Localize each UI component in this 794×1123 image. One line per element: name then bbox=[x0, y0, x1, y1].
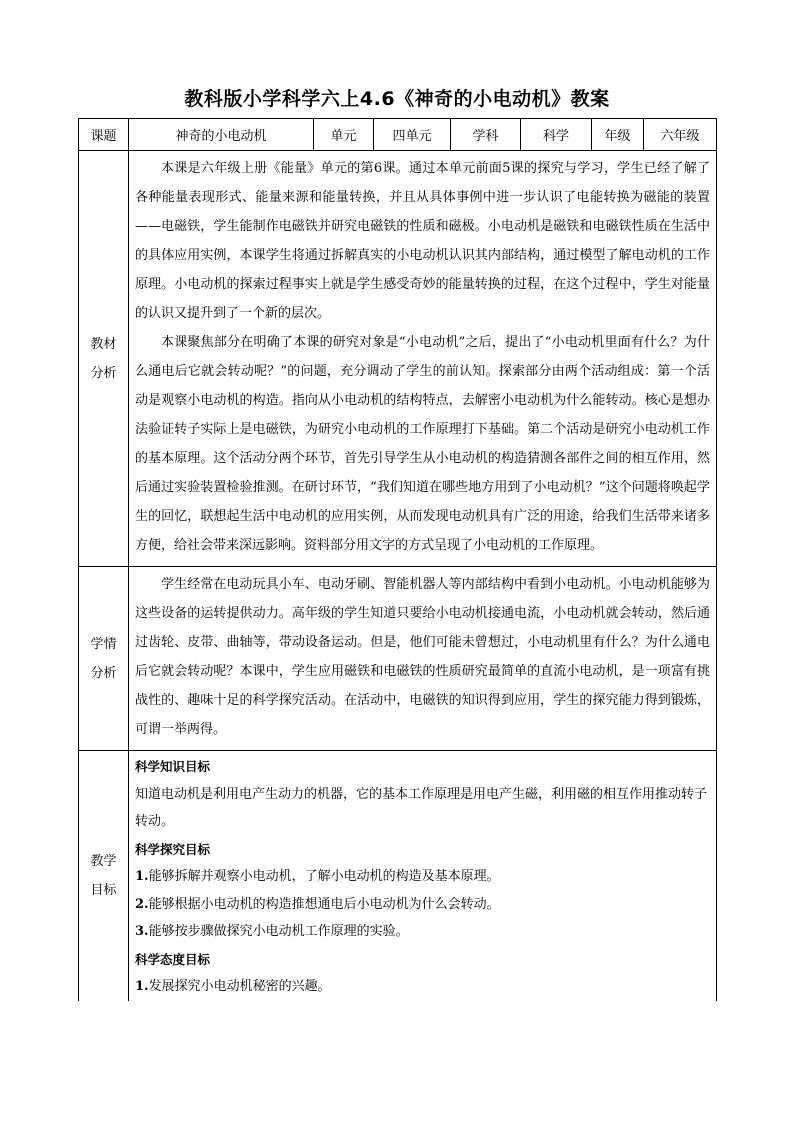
teaching-goals-content bbox=[129, 751, 717, 1002]
textbook-paragraph-2: 本课聚焦部分在明确了本课的研究对象是“小电动机”之后，提出了“小电动机里面有什么？为什么通电后它就会转动呢？”的问题，充分调动了学生的前认知。探索部分由两个活动组成：第一个活动是观察小电动机的构造。指向从小电动机的结构特点，去解密小电动机为什么能转动。核心是想办法验证转子实际上是电磁铁，为研究小电动机的工作原理打下基础。第二个活动是研究小电动机工作的基本原理。这个活动分两个环节，首先引导学生从小电动机的构造猜测各部件之间的相互作用，然后通过实验装置检验推测。在研讨环节，“我们知道在哪些地方用到了小电动机？”这个问题将唤起学生的回忆，联想起生活中电动机的应用实例，从而发现电动机具有广泛的用途，给我们生活带来诸多方便，给社会带来深远影响。资料部分用文字的方式呈现了小电动机的工作原理。 bbox=[135, 335, 710, 553]
inquiry-goal-item-1: 1.能够拆解并观察小电动机，了解小电动机的构造及基本原理。 bbox=[135, 869, 500, 884]
teaching-goals-label: 教学 目标 bbox=[79, 751, 129, 1002]
textbook-paragraph-1: 本课是六年级上册《能量》单元的第6课。通过本单元前面5课的探究与学习，学生已经了解了各种能量表现形式、能量来源和能量转换，并且从具体事例中进一步认识了电能转换为磁能的装置——电磁铁，学生能制作电磁铁并研究电磁铁的性质和磁极。小电动机是磁铁和电磁铁性质在生活中的具体应用实例，本课学生将通过拆解真实的小电动机认识其内部结构，通过模型了解电动机的工作原理。小电动机的探索过程事实上就是学生感受奇妙的能量转换的过程，在这个过程中，学生对能量的认识又提升到了一个新的层次。 bbox=[135, 161, 710, 321]
student-analysis-label: 学情 分析 bbox=[79, 567, 129, 751]
textbook-analysis-row bbox=[79, 151, 717, 567]
inquiry-goal-item-2: 2.能够根据小电动机的构造推想通电后小电动机为什么会转动。 bbox=[135, 896, 500, 912]
unit-value: 四单元 bbox=[374, 119, 451, 151]
student-analysis-content bbox=[129, 567, 717, 751]
student-analysis-row bbox=[79, 567, 717, 751]
knowledge-goal-text: 知道电动机是利用电产生动力的机器，它的基本工作原理是用电产生磁，利用磁的相互作用推动转子转动。 bbox=[135, 786, 708, 829]
page-title: 教科版小学科学六上4.6《神奇的小电动机》教案 bbox=[184, 88, 610, 110]
textbook-analysis-label: 教材 分析 bbox=[79, 151, 129, 567]
teaching-goals-row bbox=[79, 751, 717, 1002]
knowledge-goal-heading: 科学知识目标 bbox=[135, 759, 211, 774]
lesson-label: 课题 bbox=[79, 119, 129, 151]
grade-value: 六年级 bbox=[644, 119, 717, 151]
inquiry-goal-heading: 科学探究目标 bbox=[135, 841, 211, 857]
inquiry-goal-item-3: 3.能够按步骤做探究小电动机工作原理的实验。 bbox=[135, 924, 409, 939]
subject-label: 学科 bbox=[451, 119, 521, 151]
subject-value: 科学 bbox=[521, 119, 592, 151]
student-paragraph: 学生经常在电动玩具小车、电动牙刷、智能机器人等内部结构中看到小电动机。小电动机能够为这些设备的运转提供动力。高年级的学生知道只要给小电动机接通电流，小电动机就会转动，然后通过齿轮、皮带、曲轴等，带动设备运动。但是，他们可能未曾想过，小电动机里有什么？为什么通电后它就会转动呢？本课中，学生应用磁铁和电磁铁的性质研究最简单的直流小电动机，是一项富有挑战性的、趣味十足的科学探究活动。在活动中，电磁铁的知识得到应用，学生的探究能力得到锻炼，可谓一举两得。 bbox=[135, 577, 710, 737]
lesson-plan-table bbox=[78, 118, 717, 1001]
grade-label: 年级 bbox=[592, 119, 644, 151]
header-row bbox=[79, 119, 717, 151]
attitude-goal-item-1: 1.发展探究小电动机秘密的兴趣。 bbox=[135, 979, 331, 994]
attitude-goal-heading: 科学态度目标 bbox=[135, 951, 211, 967]
textbook-analysis-content bbox=[129, 151, 717, 567]
lesson-value: 神奇的小电动机 bbox=[129, 119, 314, 151]
unit-label: 单元 bbox=[314, 119, 374, 151]
